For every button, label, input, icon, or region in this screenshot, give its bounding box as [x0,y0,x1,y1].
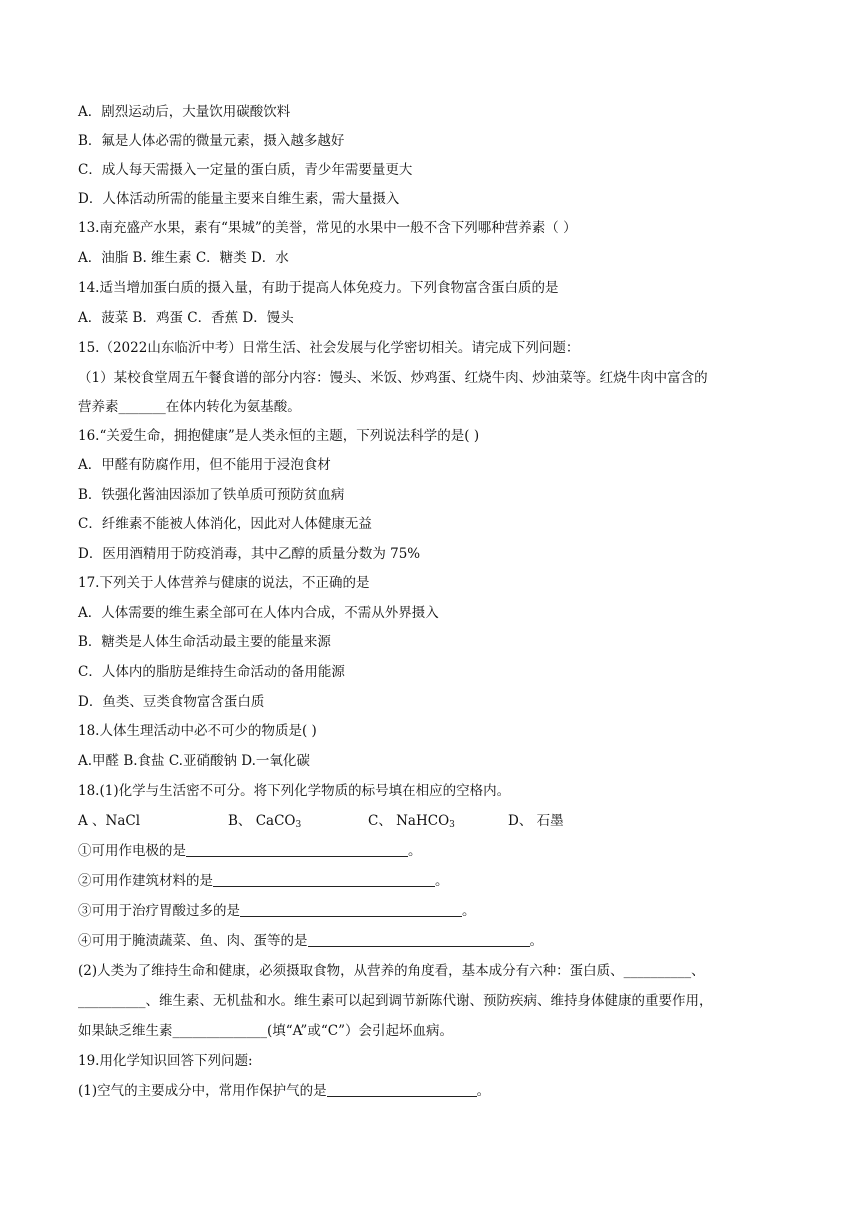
q13-options: A．油脂 B. 维生素 C．糖类 D．水 [78,250,289,266]
q18b-part2-line2: __________、维生素、无机盐和水。维生素可以起到调节新陈代谢、预防疾病、维持身体健康的重要作用， [78,993,713,1009]
q12-option-b: B．氟是人体必需的微量元素，摄入越多越好 [78,133,345,149]
q15-part1-cont: 营养素_______在体内转化为氨基酸。 [78,399,301,415]
q18b-stem: 18.(1)化学与生活密不可分。将下列化学物质的标号填在相应的空格内。 [78,783,511,799]
q18a-stem: 18.人体生理活动中必不可少的物质是( ) [78,723,317,739]
q14-stem: 14.适当增加蛋白质的摄入量，有助于提高人体免疫力。下列食物富含蛋白质的是 [78,280,559,296]
q15-part1: （1）某校食堂周五午餐食谱的部分内容：馒头、米饭、炒鸡蛋、红烧牛肉、炒油菜等。红烧牛肉中富含的 [78,370,708,386]
option-a-nacl: A 、NaCl [78,813,141,829]
answer-blank[interactable] [327,1082,477,1097]
q17-stem: 17.下列关于人体营养与健康的说法，不正确的是 [78,575,370,591]
option-d-graphite: D、 石墨 [508,813,564,829]
q16-option-a: A．甲醛有防腐作用，但不能用于浸泡食材 [78,457,331,473]
q12-option-a: A．剧烈运动后，大量饮用碳酸饮料 [78,104,291,120]
answer-blank[interactable] [186,842,408,857]
q18a-options: A.甲醛 B.食盐 C.亚硝酸钠 D.一氧化碳 [78,753,310,769]
q18b-part2-line3: 如果缺乏维生素______________(填“A”或“C”）会引起坏血病。 [78,1023,453,1039]
q12-option-c: C．成人每天需摄入一定量的蛋白质，青少年需要量更大 [78,162,413,178]
q19-stem: 19.用化学知识回答下列问题: [78,1053,253,1069]
answer-blank[interactable] [308,932,530,947]
q18b-item-2: ②可用作建筑材料的是 。 [78,873,449,889]
option-b-caco3: B、 CaCO$_3$ [228,813,302,830]
q18b-part2-line1: (2)人类为了维持生命和健康，必须摄取食物，从营养的角度看，基本成分有六种：蛋白质、__________、 [78,963,705,979]
q19-item-1: (1)空气的主要成分中，常用作保护气的是 。 [78,1083,491,1099]
answer-blank[interactable] [240,902,462,917]
q17-option-a: A．人体需要的维生素全部可在人体内合成，不需从外界摄入 [78,605,439,621]
option-c-nahco3: C、 NaHCO$_3$ [368,813,455,830]
q18b-item-1: ①可用作电极的是 。 [78,843,422,859]
q16-option-c: C．纤维素不能被人体消化，因此对人体健康无益 [78,516,372,532]
q13-stem: 13.南充盛产水果，素有“果城”的美誉，常见的水果中一般不含下列哪种营养素（ ） [78,220,577,236]
q18b-options [78,811,798,835]
answer-blank[interactable] [213,872,435,887]
q15-stem: 15.（2022山东临沂中考）日常生活、社会发展与化学密切相关。请完成下列问题： [78,340,580,356]
q18b-item-4: ④可用于腌渍蔬菜、鱼、肉、蛋等的是 。 [78,933,543,949]
q17-option-c: C．人体内的脂肪是维持生命活动的备用能源 [78,664,345,680]
q16-option-d: D．医用酒精用于防疫消毒，其中乙醇的质量分数为 75% [78,546,421,562]
q17-option-b: B．糖类是人体生命活动最主要的能量来源 [78,634,331,650]
q16-option-b: B．铁强化酱油因添加了铁单质可预防贫血病 [78,487,345,503]
q16-stem: 16.“关爱生命，拥抱健康”是人类永恒的主题，下列说法科学的是( ) [78,428,480,444]
q18b-item-3: ③可用于治疗胃酸过多的是 。 [78,903,476,919]
q17-option-d: D．鱼类、豆类食物富含蛋白质 [78,694,265,710]
q12-option-d: D．人体活动所需的能量主要来自维生素，需大量摄入 [78,191,400,207]
q14-options: A．菠菜 B．鸡蛋 C．香蕉 D．馒头 [78,310,294,326]
